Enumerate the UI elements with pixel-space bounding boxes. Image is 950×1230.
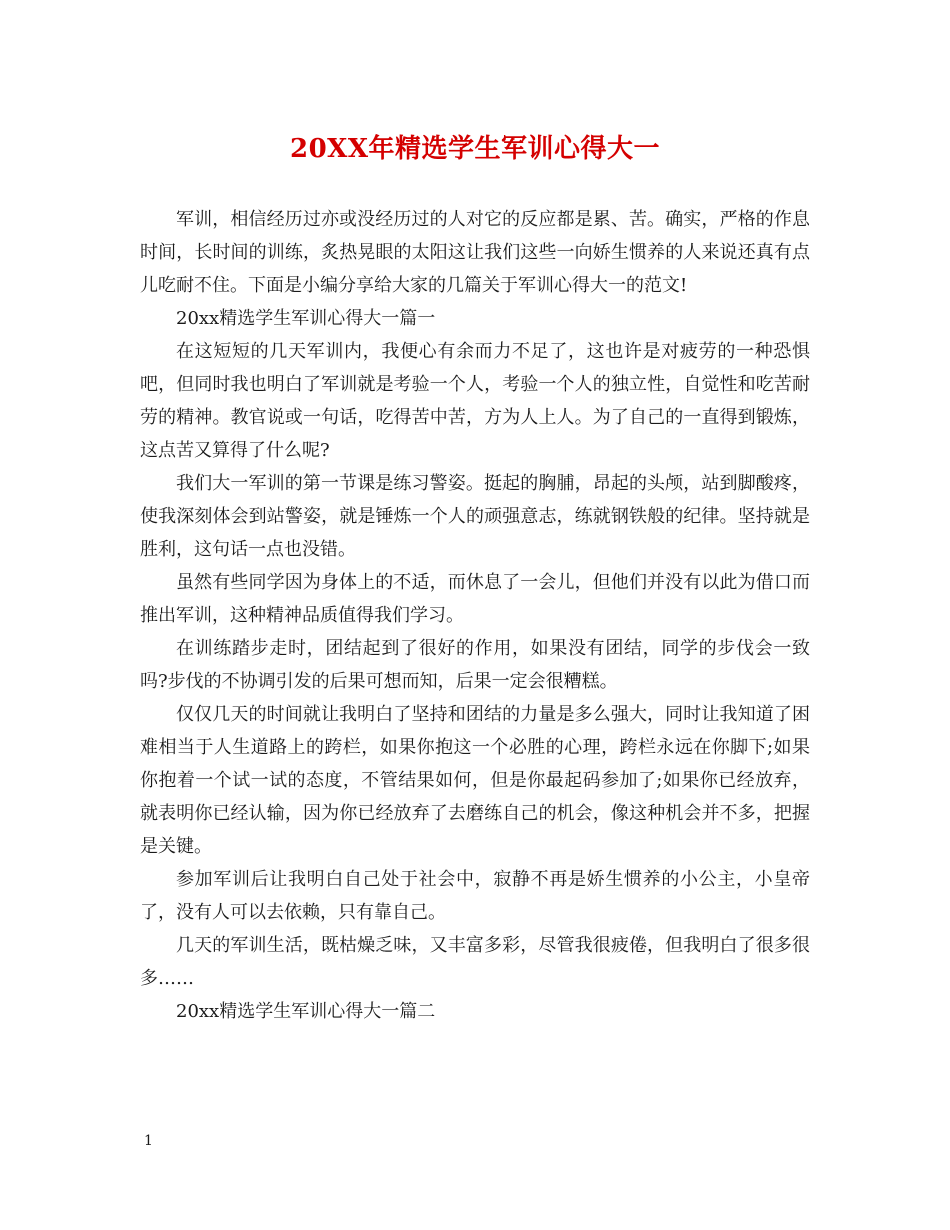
section-heading-1: 20xx精选学生军训心得大一篇一 [176, 308, 436, 329]
paragraph: 虽然有些同学因为身体上的不适，而休息了一会儿，但他们并没有以此为借口而推出军训，这种精神品质值得我们学习。 [140, 572, 810, 626]
paragraph-intro: 军训，相信经历过亦或没经历过的人对它的反应都是累、苦。确实，严格的作息时间，长时间的训练，炙热晃眼的太阳这让我们这些一向娇生惯养的人来说还真有点儿吃耐不住。下面是小编分享给大家的几篇关于军训心得大一的范文! [140, 209, 810, 296]
paragraph: 参加军训后让我明白自己处于社会中，寂静不再是娇生惯养的小公主，小皇帝了，没有人可以去依赖，只有靠自己。 [140, 869, 810, 923]
paragraph: 我们大一军训的第一节课是练习警姿。挺起的胸脯，昂起的头颅，站到脚酸疼，使我深刻体会到站警姿，就是锤炼一个人的顽强意志，练就钢铁般的纪律。坚持就是胜利，这句话一点也没错。 [140, 473, 810, 560]
document-title: 20XX年精选学生军训心得大一 [289, 134, 661, 164]
paragraph: 在训练踏步走时，团结起到了很好的作用，如果没有团结，同学的步伐会一致吗?步伐的不协调引发的后果可想而知，后果一定会很糟糕。 [140, 638, 810, 692]
document-body [140, 203, 810, 1028]
page-number: 1 [144, 1133, 153, 1149]
paragraph: 仅仅几天的时间就让我明白了坚持和团结的力量是多么强大，同时让我知道了困难相当于人生道路上的跨栏，如果你抱这一个必胜的心理，跨栏永远在你脚下;如果你抱着一个试一试的态度，不管结果如何，但是你最起码参加了;如果你已经放弃，就表明你已经认输，因为你已经放弃了去磨练自己的机会，像这种机会并不多，把握是关键。 [140, 704, 810, 857]
paragraph: 在这短短的几天军训内，我便心有余而力不足了，这也许是对疲劳的一种恐惧吧，但同时我也明白了军训就是考验一个人，考验一个人的独立性，自觉性和吃苦耐劳的精神。教官说或一句话，吃得苦中苦，方为人上人。为了自己的一直得到锻炼，这点苦又算得了什么呢? [140, 341, 810, 461]
section-heading-2: 20xx精选学生军训心得大一篇二 [176, 1001, 436, 1022]
paragraph: 几天的军训生活，既枯燥乏味，又丰富多彩，尽管我很疲倦，但我明白了很多很多…… [140, 935, 810, 989]
